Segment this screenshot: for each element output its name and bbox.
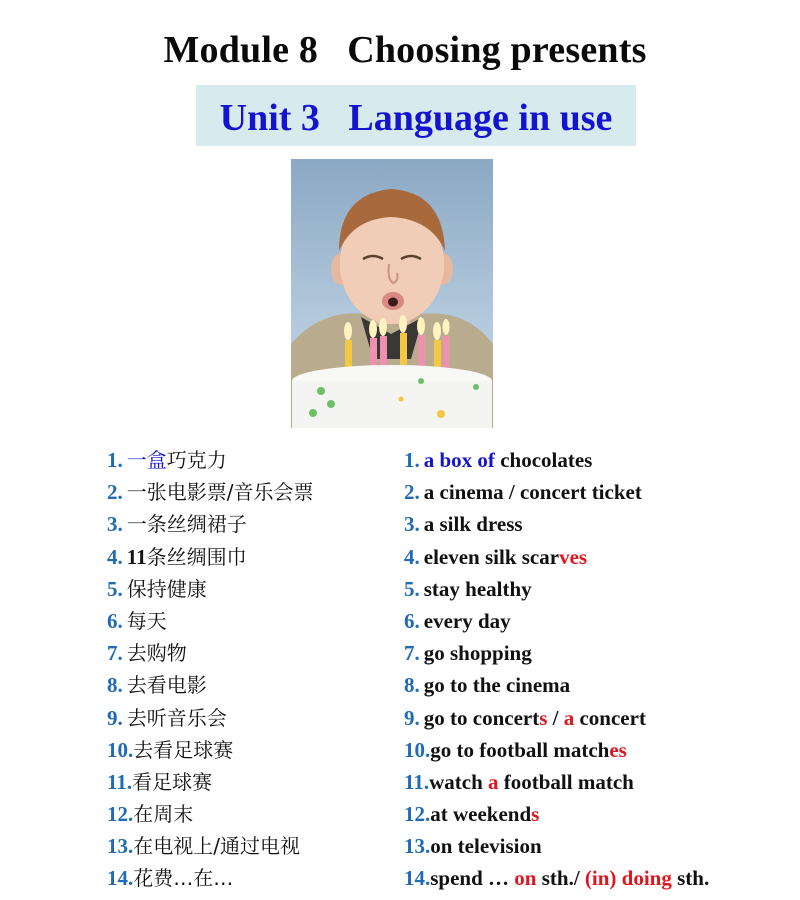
item-number: 12. <box>107 802 134 827</box>
chinese-phrase-item <box>107 575 314 607</box>
phrase-text: 去看足球赛 <box>133 737 234 762</box>
phrase-text: go shopping <box>423 641 532 666</box>
item-number: 8. <box>107 673 123 698</box>
phrase-text: stay healthy <box>423 576 532 601</box>
item-number: 10. <box>107 737 134 762</box>
item-number: 6. <box>107 608 123 633</box>
phrase-text: at weekend <box>430 802 532 827</box>
phrase-text: 一条丝绸裙子 <box>126 512 247 537</box>
phrase-text: a cinema / concert ticket <box>423 480 642 505</box>
phrase-text: 在电视上/通过电视 <box>133 834 300 859</box>
phrase-text: go to football match <box>430 737 610 762</box>
english-phrase-item <box>404 864 709 896</box>
item-number: 10. <box>404 737 431 762</box>
phrase-text: 在周末 <box>133 802 194 827</box>
english-phrase-item <box>404 543 709 575</box>
phrase-text: 一张电影票/音乐会票 <box>126 480 314 505</box>
item-number: 13. <box>107 834 134 859</box>
phrase-text: football match <box>498 769 634 794</box>
phrase-text: concert <box>574 705 646 730</box>
item-number: 2. <box>404 480 420 505</box>
highlight-blue-text: a box of <box>423 448 495 472</box>
item-number: 7. <box>404 641 420 666</box>
phrase-text: a silk dress <box>423 512 523 537</box>
chinese-phrase-item <box>107 543 314 575</box>
chinese-phrase-item <box>107 800 314 832</box>
phrase-text: chocolates <box>494 448 593 472</box>
english-phrase-item <box>404 704 709 736</box>
chinese-phrase-item <box>107 510 314 542</box>
english-phrase-item <box>404 736 709 768</box>
highlight-red-text: (in) doing <box>584 866 672 891</box>
chinese-phrase-item <box>107 671 314 703</box>
item-number: 3. <box>404 512 420 537</box>
english-phrase-list <box>404 446 709 897</box>
phrase-text: eleven silk scar <box>423 544 560 569</box>
phrase-text: watch <box>429 769 489 794</box>
phrase-text: go to the cinema <box>423 673 571 698</box>
item-number: 2. <box>107 480 123 505</box>
phrase-text: / <box>547 705 564 730</box>
english-phrase-item <box>404 671 709 703</box>
english-phrase-item <box>404 478 709 510</box>
english-phrase-item <box>404 639 709 671</box>
boy-blowing-candles-illustration <box>291 159 493 428</box>
item-number: 11. <box>404 769 430 794</box>
chinese-phrase-item <box>107 832 314 864</box>
highlight-red-text: a <box>563 705 575 730</box>
highlight-red-text: a <box>488 769 499 794</box>
phrase-text: every day <box>423 608 511 633</box>
phrase-text: go to concert <box>423 705 540 730</box>
item-number: 14. <box>107 866 134 891</box>
item-number: 9. <box>404 705 420 730</box>
phrase-text: sth. <box>671 866 710 891</box>
item-number: 14. <box>404 866 431 891</box>
phrase-text: 每天 <box>126 608 167 633</box>
phrase-text: 看足球赛 <box>132 769 213 794</box>
item-number: 4. <box>107 544 123 569</box>
page-title: Module 8 Choosing presents <box>163 29 647 71</box>
item-number: 11. <box>107 769 133 794</box>
chinese-phrase-item <box>107 864 314 896</box>
phrase-text: 条丝绸围巾 <box>146 544 247 569</box>
english-phrase-item <box>404 510 709 542</box>
item-number: 1. <box>404 448 420 472</box>
item-number: 8. <box>404 673 420 698</box>
item-number: 1. <box>107 448 123 472</box>
phrase-text: 巧克力 <box>166 448 227 472</box>
chinese-phrase-item <box>107 478 314 510</box>
item-number: 7. <box>107 641 123 666</box>
phrase-text: spend … <box>430 866 515 891</box>
english-phrase-item <box>404 575 709 607</box>
chinese-phrase-item <box>107 768 314 800</box>
item-number: 9. <box>107 705 123 730</box>
item-number: 12. <box>404 802 431 827</box>
birthday-boy-photo <box>291 159 493 428</box>
phrase-text: 花费…在… <box>133 866 234 891</box>
highlight-blue-text: 一盒 <box>126 448 167 472</box>
highlight-red-text: s <box>539 705 548 730</box>
english-phrase-item <box>404 800 709 832</box>
english-phrase-item <box>404 446 709 478</box>
english-phrase-item <box>404 607 709 639</box>
unit-subtitle: Unit 3 Language in use <box>219 96 613 139</box>
subtitle-banner <box>196 85 636 146</box>
phrase-text: 保持健康 <box>126 576 207 601</box>
item-number: 13. <box>404 834 431 859</box>
phrase-text: 去购物 <box>126 641 187 666</box>
highlight-red-text: es <box>609 737 627 762</box>
chinese-phrase-item <box>107 639 314 671</box>
phrase-text: sth./ <box>536 866 585 891</box>
chinese-phrase-item <box>107 704 314 736</box>
phrase-text: 去看电影 <box>126 673 207 698</box>
item-number: 4. <box>404 544 420 569</box>
english-phrase-item <box>404 832 709 864</box>
phrase-text: 11 <box>126 544 147 569</box>
item-number: 5. <box>404 576 420 601</box>
chinese-phrase-item <box>107 607 314 639</box>
phrase-text: on television <box>430 834 542 859</box>
item-number: 6. <box>404 608 420 633</box>
item-number: 3. <box>107 512 123 537</box>
highlight-red-text: s <box>531 802 540 827</box>
chinese-phrase-item <box>107 446 314 478</box>
chinese-phrase-list <box>107 446 314 897</box>
phrase-text: 去听音乐会 <box>126 705 227 730</box>
highlight-red-text: ves <box>559 544 588 569</box>
item-number: 5. <box>107 576 123 601</box>
chinese-phrase-item <box>107 736 314 768</box>
english-phrase-item <box>404 768 709 800</box>
highlight-red-text: on <box>514 866 537 891</box>
